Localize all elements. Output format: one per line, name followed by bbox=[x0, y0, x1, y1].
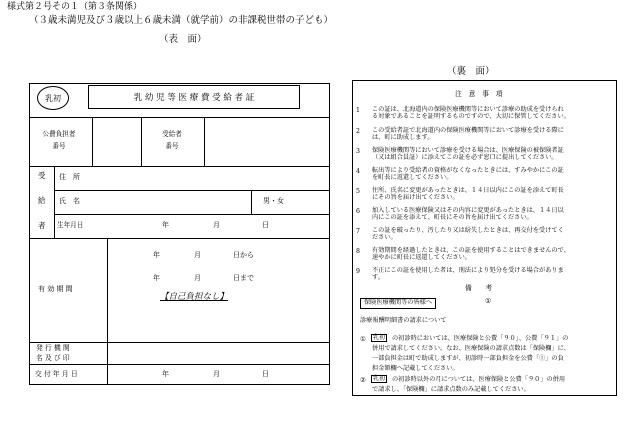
note-number: 1 bbox=[356, 107, 360, 114]
note-number: 6 bbox=[356, 208, 360, 215]
recipient-number-label: 受給者 番号 bbox=[162, 130, 182, 150]
name-field[interactable] bbox=[96, 191, 250, 213]
note-item-7: この証を破ったり、汚したり又は紛失したときは、再交付を受けてく ださい。 bbox=[372, 227, 564, 241]
item-number: ② bbox=[360, 376, 366, 384]
note-number: 3 bbox=[356, 148, 360, 155]
issue-date-label: 交 付 年 月 日 bbox=[35, 370, 78, 378]
valid-from-text: 日から bbox=[233, 251, 254, 259]
billing-heading: 診療報酬明細書の請求について bbox=[360, 317, 447, 324]
valid-from-month: 月 bbox=[194, 251, 201, 259]
valid-until-month: 月 bbox=[194, 274, 201, 282]
back-side-label: （裏 面） bbox=[447, 66, 495, 77]
form-subtitle: （３歳未満児及び３歳以上６歳未満（就学前）の非課税世帯の子ども） bbox=[29, 15, 334, 26]
note-item-2: この受給者証で北海道内の保険医療機関等において診療を受ける際に は、町に助成します。 bbox=[372, 127, 564, 141]
issuer-field[interactable] bbox=[108, 343, 329, 363]
item-line: の初診時においては、医療保険と公費「９０」、公費「９１」の bbox=[392, 335, 569, 342]
note-item-9: 不正にこの証を使用した者は、刑法により処分を受ける場合がありま す。 bbox=[372, 267, 564, 281]
gender-select[interactable]: 男・女 bbox=[263, 197, 284, 205]
valid-until-text: 日まで bbox=[233, 274, 254, 282]
item-line: の初診時以外の月については、医療保険と公費「９０」の併用 bbox=[392, 376, 566, 383]
valid-until-year: 年 bbox=[153, 274, 160, 282]
circle-one-mark: ① bbox=[485, 297, 492, 305]
nyusho-badge: 乳初 bbox=[37, 86, 69, 110]
certificate-title: 乳 幼 児 等 医 療 費 受 給 者 証 bbox=[88, 85, 300, 109]
note-number: 9 bbox=[356, 268, 360, 275]
item-line: で請求し、「保険欄」に請求点数のみ記載してください。 bbox=[372, 386, 530, 393]
note-number: 2 bbox=[356, 128, 360, 135]
note-item-1: この証は、北海道内の保険医療機関等において診療の助成を受けられ る対象であることを証明するものですので、大切に保管してください。 bbox=[372, 106, 570, 120]
item-number: ① bbox=[360, 335, 366, 343]
note-number: 8 bbox=[356, 248, 360, 255]
birth-date-label: 生年月日 bbox=[57, 221, 84, 229]
issue-day: 日 bbox=[262, 370, 269, 378]
item-line: 担金額欄へ記載してください。 bbox=[372, 365, 459, 372]
recipient-label-2: 給 bbox=[38, 196, 46, 205]
facility-notice-box: 保険医療機関等の皆様へ bbox=[360, 298, 436, 309]
name-label: 氏 名 bbox=[59, 197, 80, 205]
valid-period-label: 有 効 期 間 bbox=[38, 285, 73, 293]
note-number: 4 bbox=[356, 168, 360, 175]
valid-from-year: 年 bbox=[153, 251, 160, 259]
note-item-6: 加入している医療保険又はその内容に変更があったときは、１４日以 内にこの証を添えて、町長にその旨を届け出てください。 bbox=[372, 207, 564, 221]
no-copay-note: 【自己負担なし】 bbox=[160, 292, 229, 302]
form-number: 様式第２号その１（第３条関係） bbox=[7, 2, 143, 12]
recipient-label-1: 受 bbox=[38, 171, 46, 180]
birth-year: 年 bbox=[162, 221, 169, 229]
insurer-number-label: 公費負担者 番号 bbox=[42, 130, 76, 150]
issuer-label: 発 行 機 関 名 及 び 印 bbox=[36, 344, 70, 363]
address-label: 住 所 bbox=[59, 173, 80, 181]
note-item-8: 有効期間を経過したときは、この証を使用することはできませんので、 速やかに町長に返還してください。 bbox=[372, 247, 570, 261]
birth-day: 日 bbox=[262, 221, 269, 229]
note-item-5: 住所、氏名に変更があったときは、１４日以内にこの証を添えて町長 にその旨を届け出てください。 bbox=[372, 187, 564, 201]
note-item-3: 保険医療機関等において診療を受ける場合は、医療保険の被保険者証 （又は組合員証）に添えてこの証を必ず窓口に提出してください。 bbox=[372, 147, 564, 161]
issue-year: 年 bbox=[162, 370, 169, 378]
birth-month: 月 bbox=[213, 221, 220, 229]
item-line: 一部負担金は町で助成しますが、初診時一部負担金を公費「①」の負 bbox=[372, 355, 564, 362]
note-number: 5 bbox=[356, 188, 360, 195]
issue-month: 月 bbox=[213, 370, 220, 378]
nyusho-mark: 乳初 bbox=[373, 334, 386, 341]
remarks-title: 備 考 bbox=[465, 284, 493, 292]
notes-title: 注 意 事 項 bbox=[455, 90, 503, 98]
nyusho-mark: 乳初 bbox=[373, 375, 386, 382]
front-side-label: （表 面） bbox=[159, 34, 207, 45]
recipient-label-3: 者 bbox=[38, 221, 46, 230]
item-line: 併用で請求してください。なお、医療保険の請求点数は「保険欄」に、 bbox=[372, 345, 570, 352]
address-field[interactable] bbox=[96, 167, 329, 189]
note-number: 7 bbox=[356, 228, 360, 235]
insurer-number-field[interactable] bbox=[93, 118, 141, 166]
note-item-4: 転出等により受給者の資格がなくなったときには、すみやかにこの証 を町長に返還してください。 bbox=[372, 167, 564, 181]
recipient-number-field[interactable] bbox=[205, 118, 329, 166]
